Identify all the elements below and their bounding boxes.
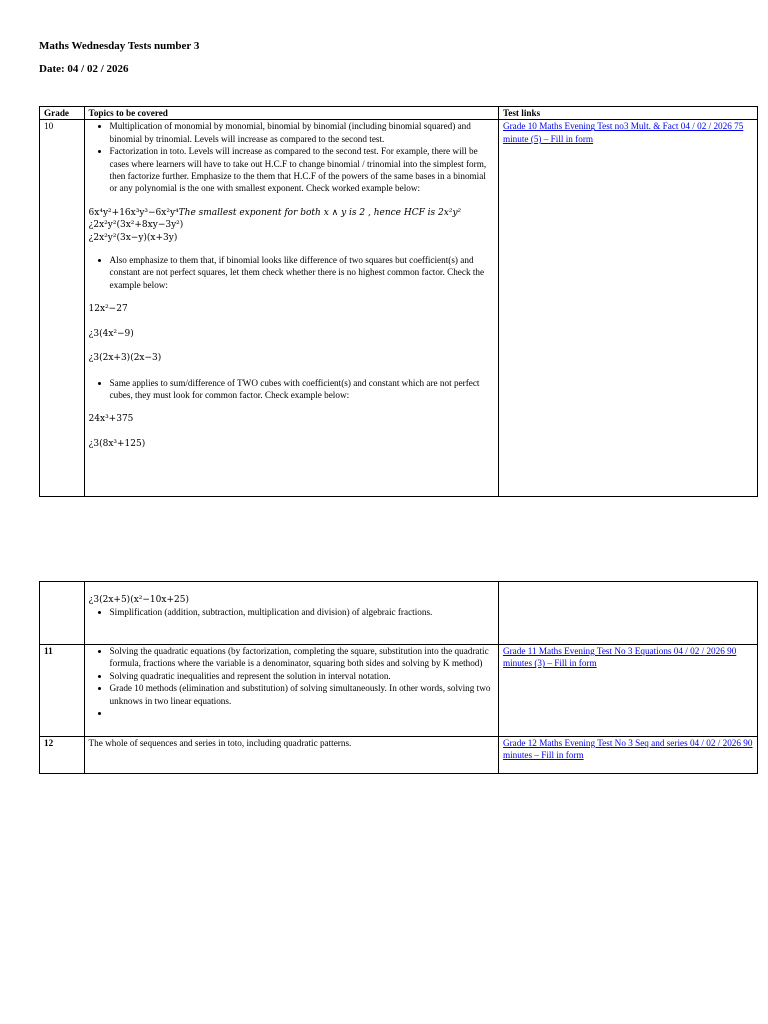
grade-10-topics	[84, 120, 498, 497]
grade-10-topic-difference-of-squares: • Also emphasize to them that, if binomial looks like difference of two squares but coefficient(s) and constant are not perfect squares, let them check whether there is no highest common factor. Check the example below:	[110, 254, 494, 291]
grade-10-continued-topics	[84, 582, 498, 645]
topics-table-page1	[39, 106, 758, 497]
grade-11-topic-quadratic-inequalities: • Solving quadratic inequalities and represent the solution in interval notation.	[110, 670, 494, 682]
math-line-2: ¿2x²y²(3x²+8xy−3y²)	[88, 220, 184, 231]
grade-11-topics	[84, 645, 498, 737]
table-row-grade-10-continued	[40, 582, 758, 645]
grade-10-topic-multiplication: • Multiplication of monomial by monomial, binomial by binomial (including binomial squared) and binomial by trinomial. Levels will increase as compared to the second test.	[110, 120, 494, 145]
grade-12-test-link[interactable]: Grade 12 Maths Evening Test No 3 Seq and series 04 / 02 / 2026 90 minutes – Fill in form	[502, 738, 753, 761]
grade-11-topic-simultaneous: • Grade 10 methods (elimination and substitution) of solving simultaneously. In other words, solving two unknows in two linear equations.	[110, 682, 494, 707]
grade-11-topic-quadratic-equations: • Solving the quadratic equations (by factorization, completing the square, substitution into the quadratic formula, fractions where the variable is a denominator, squaring both sides and solving by K method)	[110, 645, 494, 670]
grade-10-topic-factorization: • Factorization in toto. Levels will increase as compared to the second test. For example, there will be cases where learners will have to take out H.C.F to change binomial / trinomial into the simplest form, then factorize further. Emphasize to the them that H.C.F of the powers of the same bases in a binomial or any polynomial is the one with smallest exponent. Check worked example below:	[110, 145, 494, 195]
header-test-links: Test links	[498, 107, 757, 120]
header-grade: Grade	[40, 107, 85, 120]
document-date: Date: 04 / 02 / 2026	[39, 63, 129, 75]
grade-10-continued-link-cell	[498, 582, 757, 645]
document-title: Maths Wednesday Tests number 3	[39, 40, 200, 52]
grade-11-test-link[interactable]: Grade 11 Maths Evening Test No 3 Equations 04 / 02 / 2026 90 minutes (3) – Fill in form	[502, 646, 737, 669]
grade-12-cell: 12	[40, 737, 85, 774]
grade-10-continued-cell	[40, 582, 85, 645]
grade-10-test-link[interactable]: Grade 10 Maths Evening Test no3 Mult. & Fact 04 / 02 / 2026 75 minute (5) – Fill in form	[502, 121, 744, 144]
table-header-row	[40, 107, 758, 120]
grade-12-link-cell	[498, 737, 757, 774]
table-row-grade-12	[40, 737, 758, 774]
grade-10-cell: 10	[40, 120, 85, 497]
table-row-grade-10	[40, 120, 758, 497]
grade-10-topic-cubes: • Same applies to sum/difference of TWO cubes with coefficient(s) and constant which are not perfect cubes, they must look for common factor. Check example below:	[110, 377, 494, 402]
math-line-9: ¿3(2x+5)(x²−10x+25)	[88, 595, 189, 605]
math-line-3: ¿2x²y²(3x−y)(x+3y)	[88, 232, 178, 243]
math-line-7: 24x³+375	[88, 414, 134, 425]
table-row-grade-11	[40, 645, 758, 737]
topics-table-page2	[39, 581, 758, 774]
math-line-8: ¿3(8x³+125)	[88, 438, 146, 449]
grade-11-link-cell	[498, 645, 757, 737]
grade-10-link-cell	[498, 120, 757, 497]
grade-11-topic-empty	[110, 707, 494, 719]
header-topics: Topics to be covered	[84, 107, 498, 120]
math-line-4: 12x²−27	[88, 304, 128, 315]
grade-11-cell: 11	[40, 645, 85, 737]
grade-10-topic-algebraic-fractions: • Simplification (addition, subtraction, multiplication and division) of algebraic fractions.	[110, 606, 494, 618]
math-line-5: ¿3(4x²−9)	[88, 328, 134, 339]
grade-12-topic: The whole of sequences and series in toto, including quadratic patterns.	[84, 737, 498, 774]
math-line-1: 6x⁴y²+16x³y³−6x²y⁴The smallest exponent for both x ∧ y is 2 , hence HCF is 2x²y²	[88, 207, 462, 218]
math-line-6: ¿3(2x+3)(2x−3)	[88, 353, 162, 364]
